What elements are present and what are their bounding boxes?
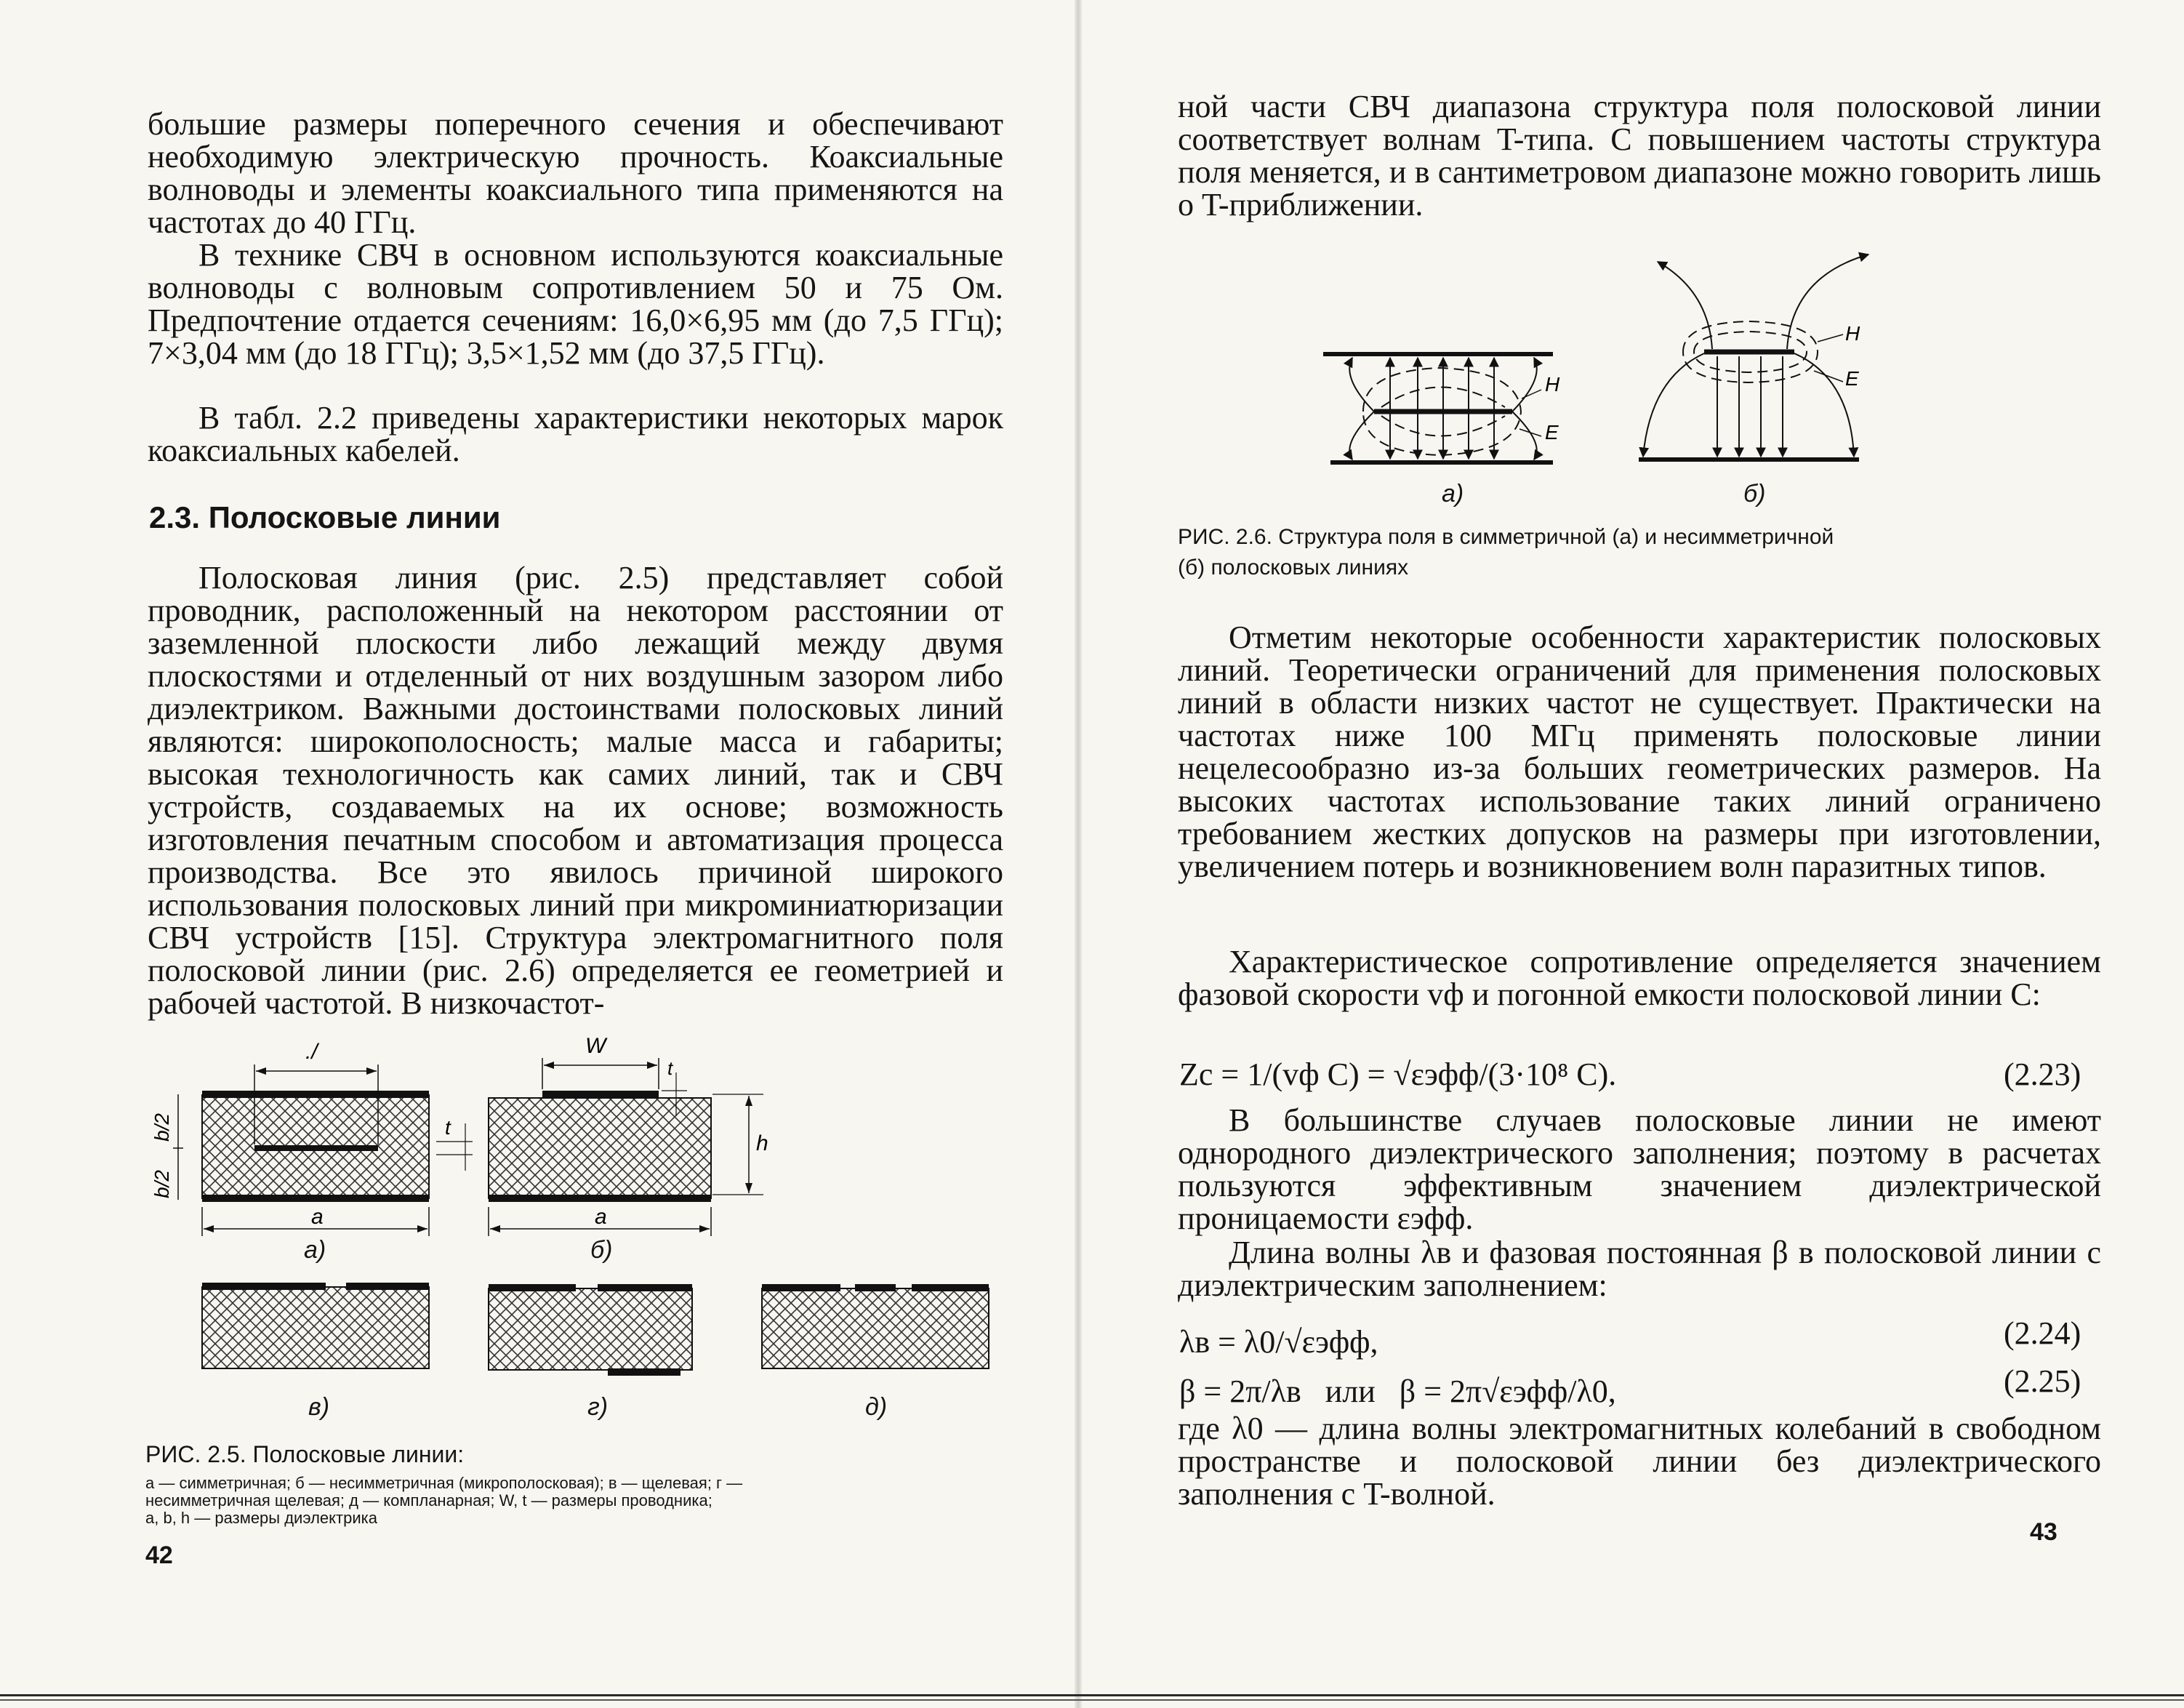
fig25-dim-b2-1: b/2: [150, 1113, 173, 1142]
fig25-caption-line-2: несимметричная щелевая; д — компланарная; W, t — размеры проводника;: [145, 1491, 712, 1509]
section-heading: 2.3. Полосковые линии: [149, 500, 501, 534]
right-page: [1076, 0, 2184, 1708]
left-paragraph-4: Полосковая линия (рис. 2.5) представляет собой проводник, расположенный на некотором расстоянии от заземленной плоскости либо лежащий между двумя плоскостями и отделенный от них воздушным зазором либо диэлектриком. Важными достоинствами полосковых линий являются: широкополосность; малые масса и габариты; высокая технологичность как самих линий, так и СВЧ устройств, создаваемых на их основе; возможность изготовления печатным способом и автоматизация процесса производства. Все это явилось причиной широкого использования полосковых линий при микроминиатюризации СВЧ устройств [15]. Структура электромагнитного поля полосковой линии (рис. 2.6) определяется ее геометрией и рабочей частотой. В низкочастот-: [148, 560, 1003, 1021]
fig25-asymmetric-slot-line: [489, 1284, 692, 1376]
scan-bottom-edge: [0, 1694, 2184, 1696]
fig25-microstrip: [489, 1058, 763, 1236]
right-paragraph-1: ной части СВЧ диапазона структура поля полосковой линии соответствует волнам T-типа. С повышением частоты структура поля меняется, и в сантиметровом диапазоне можно говорить лишь о T-приближении.: [1178, 89, 2101, 222]
right-paragraph-2: Отметим некоторые особенности характеристик полосковых линий. Теоретически ограничений для применения полосковых линий в области низких частот не существует. Практически на частотах ниже 100 МГц применять полосковые линии нецелесообразно из-за больших геометрических размеров. На высоких частотах использование таких линий ограничено требованием жестких допусков на размеры при изготовлении, увеличением потерь и возникновением волн паразитных типов.: [1178, 620, 2101, 884]
fig25-dim-h: h: [756, 1131, 768, 1155]
fig26-label-E-b: E: [1845, 367, 1859, 390]
right-paragraph-5: Длина волны λв и фазовая постоянная β в полосковой линии с диэлектрическим заполнением:: [1178, 1235, 2101, 1303]
fig25-label-v: в): [308, 1393, 330, 1421]
equation-2-25-number: (2.25): [2004, 1363, 2081, 1399]
fig25-label-b: б): [590, 1236, 613, 1264]
fig26-label-H-b: H: [1845, 322, 1860, 345]
fig25-caption-title: РИС. 2.5. Полосковые линии:: [145, 1441, 465, 1467]
right-paragraph-4: В большинстве случаев полосковые линии не имеют однородного диэлектрического заполнения; поэтому в расчетах пользуются эффективным значением диэлектрической проницаемости εэфф.: [1178, 1102, 2101, 1236]
scan-bottom-edge-shadow: [0, 1699, 2184, 1701]
fig25-dim-w-b: W: [585, 1034, 606, 1058]
fig25-coplanar-line: [762, 1284, 989, 1368]
equation-2-25: β = 2π/λв или β = 2π√εэфф/λ0,: [1179, 1374, 1616, 1409]
left-page: [0, 0, 1076, 1708]
right-paragraph-3: Характеристическое сопротивление определяется значением фазовой скорости vф и погонной емкости полосковой линии C:: [1178, 944, 2101, 1012]
equation-2-24: λв = λ0/√εэфф,: [1179, 1324, 1378, 1360]
fig25-label-g: г): [587, 1393, 609, 1421]
fig26-label-b: б): [1743, 480, 1766, 508]
fig26-symmetric-field: [1323, 354, 1553, 462]
fig25-label-d: д): [865, 1393, 888, 1421]
fig25-dim-t-2: t: [667, 1057, 673, 1079]
fig26-caption-line-2: (б) полосковых линиях: [1178, 556, 1409, 580]
fig25-caption-line-1: а — симметричная; б — несимметричная (микрополосковая); в — щелевая; г —: [145, 1474, 743, 1492]
equation-2-23: Zс = 1/(vф C) = √εэфф/(3·10⁸ C).: [1179, 1057, 1617, 1092]
fig25-label-a: а): [304, 1236, 326, 1264]
right-page-number: 43: [2030, 1518, 2057, 1546]
fig26-caption-line-1: РИС. 2.6. Структура поля в симметричной (а) и несимметричной: [1178, 525, 1834, 549]
fig26-asymmetric-field: [1639, 254, 1868, 460]
fig26-label-a: а): [1442, 480, 1464, 508]
fig25-dim-b2-2: b/2: [150, 1170, 173, 1198]
fig26-label-E-a: E: [1545, 421, 1559, 444]
right-paragraph-6: где λ0 — длина волны электромагнитных колебаний в свободном пространстве и полосковой линии без диэлектрического заполнения с T-волной.: [1178, 1411, 2101, 1512]
left-paragraph-1: большие размеры поперечного сечения и обеспечивают необходимую электрическую прочность. Коаксиальные волноводы и элементы коаксиального типа применяются на частотах до 40 ГГц.: [148, 106, 1003, 240]
left-page-number: 42: [145, 1541, 173, 1569]
fig25-dim-w-a: ./: [305, 1040, 318, 1064]
fig25-dim-a-2: a: [595, 1205, 607, 1229]
fig25-dim-a-1: a: [311, 1205, 324, 1229]
fig25-slot-line: [202, 1283, 429, 1368]
left-paragraph-3: В табл. 2.2 приведены характеристики некоторых марок коаксиальных кабелей.: [148, 400, 1003, 468]
fig26-label-H-a: H: [1545, 373, 1560, 396]
equation-2-24-number: (2.24): [2004, 1315, 2081, 1351]
equation-2-23-number: (2.23): [2004, 1057, 2081, 1092]
left-paragraph-2: В технике СВЧ в основном используются коаксиальные волноводы с волновым сопротивлением 50 и 75 Ом. Предпочтение отдается сечениям: 16,0×6,95 мм (до 7,5 ГГц); 7×3,04 мм (до 18 ГГц); 3,5×1,52 мм (до 37,5 ГГц).: [148, 237, 1003, 371]
fig25-dim-t-1: t: [445, 1116, 451, 1139]
fig25-caption-line-3: a, b, h — размеры диэлектрика: [145, 1509, 377, 1527]
